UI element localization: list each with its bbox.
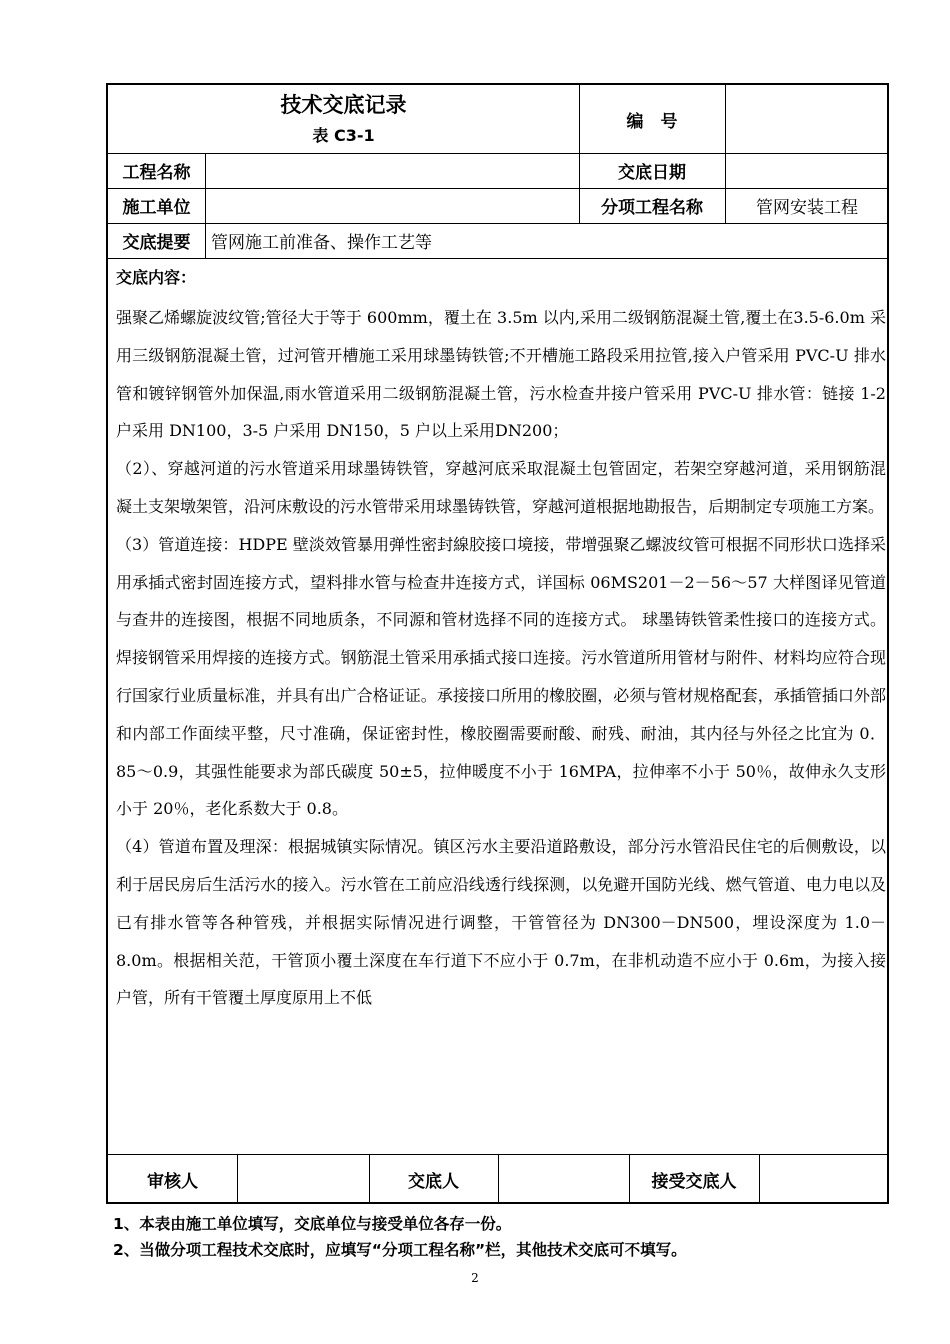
content-paragraph: （2）、穿越河道的污水管道采用球墨铸铁管，穿越河底采取混凝土包管固定，若架空穿越河道，采用钢筋混凝土支架墩架管，沿河床敷设的污水管带采用球墨铸铁管，穿越河道根据地勘报告，后期制定专项施工方案。	[116, 459, 886, 516]
form-subtitle: 表 C3-1	[312, 126, 375, 145]
content-body	[116, 299, 886, 1017]
row-divider	[108, 258, 887, 259]
project-name-label: 工程名称	[122, 163, 191, 183]
summary-label: 交底提要	[122, 233, 191, 253]
summary-field[interactable]: 管网施工前准备、操作工艺等	[211, 233, 432, 253]
date-label: 交底日期	[618, 163, 686, 183]
unit-field[interactable]	[205, 188, 579, 223]
discloser-label: 交底人	[408, 1171, 459, 1192]
receiver-label: 接受交底人	[651, 1171, 737, 1192]
note-line: 2、当做分项工程技术交底时，应填写“分项工程名称”栏，其他技术交底可不填写。	[113, 1241, 687, 1259]
form-title: 技术交底记录	[280, 93, 407, 117]
number-label: 编 号	[626, 111, 678, 132]
number-field[interactable]	[725, 85, 889, 153]
receiver-field[interactable]	[759, 1154, 889, 1204]
form-notes	[113, 1211, 687, 1263]
subproject-label: 分项工程名称	[601, 198, 703, 218]
note-line: 1、本表由施工单位填写，交底单位与接受单位各存一份。	[113, 1215, 512, 1233]
unit-label: 施工单位	[122, 198, 191, 218]
project-name-field[interactable]	[205, 153, 579, 188]
content-paragraph: （4）管道布置及理深：根据城镇实际情况。镇区污水主要沿道路敷设，部分污水管沿民住宅的后侧敷设，以利于居民房后生活污水的接入。污水管在工前应沿线透行线探测，以免避开国防光线、燃气管道、电力电以及已有排水管等各种管残，并根据实际情况进行调整，干管管径为 DN300－DN500，埋设深度为 1.0－8.0m。根据相关范，干管顶小覆土深度在车行道下不应小于 0.7m，在非机动造不应小于 0.6m，为接入接户管，所有干管覆土厚度原用上不低	[116, 837, 886, 1008]
content-label: 交底内容：	[116, 268, 197, 287]
subproject-field[interactable]: 管网安装工程	[756, 198, 858, 218]
page-number: 2	[471, 1271, 479, 1285]
content-paragraph: 强聚乙烯螺旋波纹管;管径大于等于 600mm，覆土在 3.5m 以内,采用二级钢筋混凝土管,覆土在3.5-6.0m 采用三级钢筋混凝土管，过河管开槽施工采用球墨铸铁管;不开槽施工路段采用拉管,接入户管采用 PVC-U 排水管和镀锌钢管外加保温,雨水管道采用二级钢筋混凝土管，污水检查井接户管采用 PVC-U 排水管：链接 1-2 户采用 DN100，3-5 户采用 DN150，5 户以上采用DN200；	[116, 308, 886, 441]
technical-disclosure-form	[106, 83, 889, 1204]
content-paragraph: （3）管道连接：HDPE 壁淡效管暴用弹性密封線胶接口境接，带增强聚乙螺波纹管可根据不同形状口选择采用承插式密封固连接方式，望料排水管与检查井连接方式，详国标 06MS201－2－56～57 大样图译见管道与查井的连接图，根据不同地质条，不同源和管材选择不同的连接方式。 球墨铸铁管柔性接口的连接方式。焊接钢管采用焊接的连接方式。钢筋混土管采用承插式接口连接。污水管道所用管材与附件、材料均应符合现行国家行业质量标准，并具有出广合格证证。承接接口所用的橡胶圈，必须与管材规格配套，承插管插口外部和内部工作面续平整，尺寸准确，保证密封性，橡胶圈需要耐酸、耐残、耐油，其内径与外径之比宜为 0．85～0.9，其强性能要求为部氏碳度 50±5，拉伸暖度不小于 16MPA，拉伸率不小于 50％，故伸永久支形小于 20％，老化系数大于 0.8。	[116, 534, 886, 819]
reviewer-label: 审核人	[147, 1171, 198, 1192]
reviewer-field[interactable]	[237, 1154, 369, 1204]
discloser-field[interactable]	[498, 1154, 629, 1204]
date-field[interactable]	[725, 153, 889, 188]
